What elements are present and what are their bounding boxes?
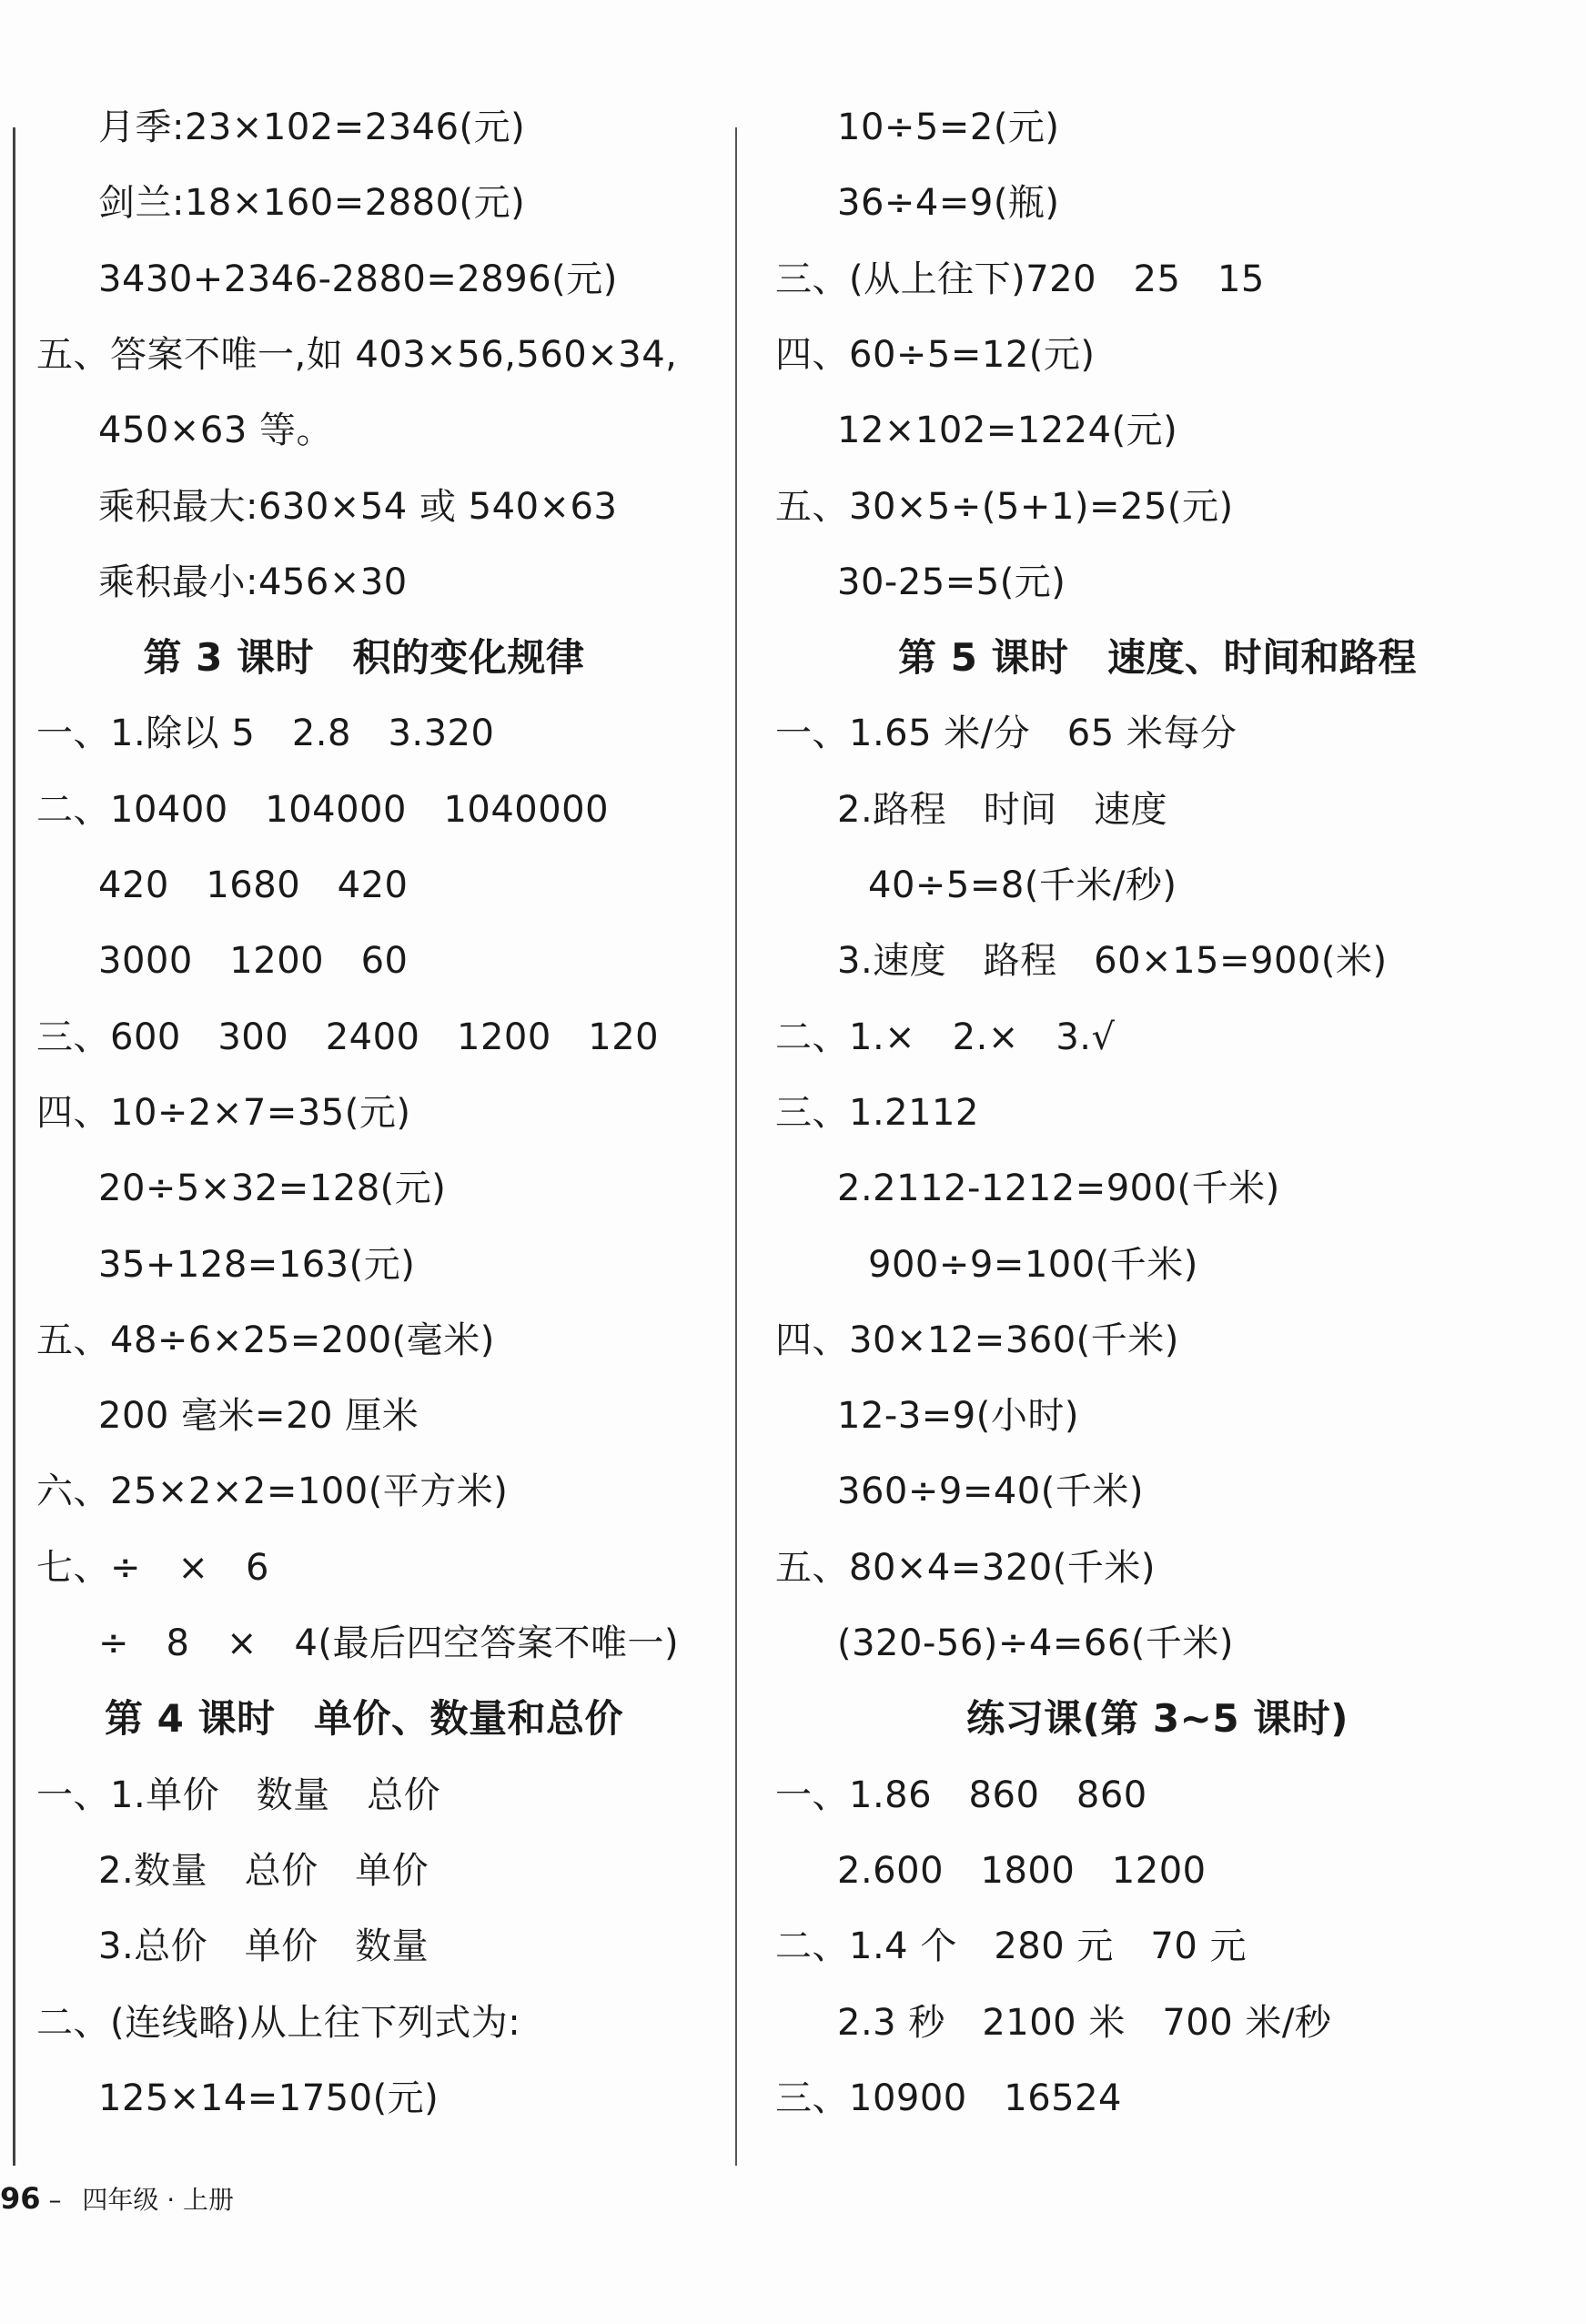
page-number: 96: [0, 2181, 41, 2216]
answer-line: 一、1.65 米/分 65 米每分: [775, 712, 1237, 755]
answer-line: 2.路程 时间 速度: [837, 788, 1168, 831]
answer-line: 40÷5=8(千米/秒): [868, 864, 1177, 906]
answer-line: 3.速度 路程 60×15=900(米): [837, 940, 1388, 983]
answer-line: 五、48÷6×25=200(毫米): [36, 1319, 495, 1361]
answer-line: 六、25×2×2=100(平方米): [36, 1470, 509, 1513]
section-heading: 第 5 课时 速度、时间和路程: [898, 635, 1417, 681]
book-label: 四年级 · 上册: [82, 2185, 235, 2215]
answer-line: 五、80×4=320(千米): [775, 1546, 1156, 1589]
answer-line: 36÷4=9(瓶): [837, 182, 1060, 225]
answer-line: 四、10÷2×7=35(元): [36, 1091, 411, 1134]
answer-line: 乘积最小:456×30: [98, 561, 408, 603]
answer-line: 125×14=1750(元): [98, 2076, 439, 2119]
answer-line: 450×63 等。: [98, 409, 333, 452]
answer-line: 三、10900 16524: [775, 2076, 1122, 2119]
answer-line: 二、1.4 个 280 元 70 元: [775, 1925, 1248, 1968]
answer-line: 900÷9=100(千米): [868, 1243, 1198, 1286]
answer-line: 3430+2346-2880=2896(元): [98, 258, 618, 300]
answer-line: 200 毫米=20 厘米: [98, 1395, 419, 1438]
answer-line: 三、1.2112: [775, 1091, 979, 1134]
answer-line: 3.总价 单价 数量: [98, 1925, 429, 1968]
answer-line: 20÷5×32=128(元): [98, 1167, 447, 1210]
column-divider: [735, 127, 737, 2166]
answer-line: 月季:23×102=2346(元): [98, 106, 526, 148]
answer-line: 二、1.× 2.× 3.√: [775, 1015, 1116, 1058]
answer-line: 三、600 300 2400 1200 120: [36, 1015, 660, 1058]
answer-line: 二、10400 104000 1040000: [36, 788, 610, 831]
answer-line: (320-56)÷4=66(千米): [837, 1622, 1234, 1664]
answer-line: 一、1.除以 5 2.8 3.320: [36, 712, 495, 755]
answer-line: 2.3 秒 2100 米 700 米/秒: [837, 2001, 1332, 2044]
answer-line: 五、答案不唯一,如 403×56,560×34,: [36, 333, 678, 376]
answer-line: 10÷5=2(元): [837, 106, 1060, 148]
answer-line: 2.600 1800 1200: [837, 1849, 1207, 1892]
section-heading: 练习课(第 3~5 课时): [966, 1696, 1349, 1742]
answer-line: 五、30×5÷(5+1)=25(元): [775, 485, 1234, 528]
answer-line: 3000 1200 60: [98, 940, 409, 983]
answer-line: 35+128=163(元): [98, 1243, 416, 1286]
answer-line: 四、30×12=360(千米): [775, 1319, 1179, 1361]
answer-line: 420 1680 420: [98, 864, 409, 906]
page-footer: [0, 2178, 234, 2218]
section-heading: 第 4 课时 单价、数量和总价: [105, 1696, 623, 1742]
answer-line: 360÷9=40(千米): [837, 1470, 1144, 1513]
answer-line: 四、60÷5=12(元): [775, 333, 1096, 376]
answer-line: 一、1.单价 数量 总价: [36, 1773, 441, 1816]
answer-line: 2.2112-1212=900(千米): [837, 1167, 1280, 1210]
section-heading: 第 3 课时 积的变化规律: [143, 635, 585, 681]
footer-dash: –: [48, 2185, 62, 2215]
answer-line: 七、÷ × 6: [36, 1546, 269, 1589]
answer-line: 三、(从上往下)720 25 15: [775, 258, 1265, 300]
answer-line: 二、(连线略)从上往下列式为:: [36, 2001, 521, 2044]
answer-line: 一、1.86 860 860: [775, 1773, 1147, 1816]
answer-line: 12-3=9(小时): [837, 1395, 1079, 1438]
answer-line: 剑兰:18×160=2880(元): [98, 182, 526, 225]
answer-line: 2.数量 总价 单价: [98, 1849, 429, 1892]
answer-line: 12×102=1224(元): [837, 409, 1178, 452]
answer-line: 30-25=5(元): [837, 561, 1066, 603]
answer-line: ÷ 8 × 4(最后四空答案不唯一): [98, 1622, 680, 1664]
answer-line: 乘积最大:630×54 或 540×63: [98, 485, 618, 528]
